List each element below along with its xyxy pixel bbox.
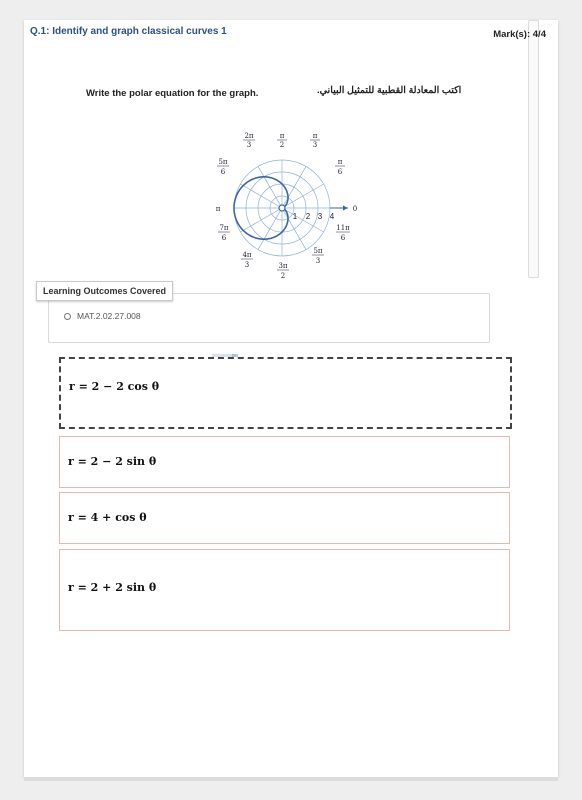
option-c-answer[interactable]: [59, 492, 510, 544]
angle-label-pi-3: [310, 132, 320, 149]
mark-label: Mark(s): 4/4: [493, 29, 546, 40]
learning-outcome-code: MAT.2.02.27.008: [77, 311, 141, 321]
angle-label-4pi-3: [241, 251, 253, 269]
svg-text:3: 3: [312, 141, 318, 149]
svg-text:6: 6: [340, 234, 346, 242]
svg-text:π: π: [312, 132, 318, 140]
option-d-text: r = 2 + 2 sin θ: [68, 581, 157, 594]
option-d-answer[interactable]: [59, 549, 510, 631]
svg-text:11π: 11π: [336, 224, 350, 232]
option-a-answer[interactable]: [59, 357, 512, 429]
angle-label-2pi-3: [243, 132, 255, 149]
option-a-text: r = 2 − 2 cos θ: [69, 380, 160, 393]
option-b-text: r = 2 − 2 sin θ: [68, 455, 157, 468]
radial-label-4: 4: [329, 212, 335, 221]
svg-text:3: 3: [244, 261, 250, 269]
polar-graph: [190, 113, 358, 283]
svg-text:6: 6: [221, 234, 227, 242]
angle-label-pi-6: [335, 158, 345, 176]
svg-text:2: 2: [280, 272, 286, 280]
svg-text:5π: 5π: [218, 158, 228, 166]
svg-text:3: 3: [315, 257, 321, 265]
angle-label-5pi-6: [217, 158, 229, 176]
angle-label-pi: π: [215, 205, 221, 213]
svg-text:2: 2: [279, 141, 285, 149]
svg-text:π: π: [337, 158, 343, 166]
prompt-arabic: اكتب المعادلة القطبية للتمثيل البياني.: [317, 85, 462, 96]
radial-label-1: 1: [292, 212, 298, 221]
svg-text:5π: 5π: [313, 247, 323, 255]
angle-label-11pi-6: [336, 224, 350, 242]
svg-text:π: π: [279, 132, 285, 140]
radial-label-3: 3: [317, 212, 323, 221]
angle-label-5pi-3: [312, 247, 324, 265]
axis-arrow-icon: [343, 206, 348, 211]
option-c-text: r = 4 + cos θ: [68, 511, 147, 524]
scrollbar[interactable]: [528, 20, 539, 278]
svg-text:6: 6: [220, 168, 226, 176]
svg-text:6: 6: [337, 168, 343, 176]
prompt-english: Write the polar equation for the graph.: [86, 88, 259, 99]
bullet-icon: [64, 313, 71, 320]
option-b-answer[interactable]: [59, 436, 510, 488]
pole-point: [279, 205, 285, 211]
svg-text:7π: 7π: [219, 224, 229, 232]
svg-text:4π: 4π: [242, 251, 252, 259]
angle-label-3pi-2: [277, 262, 289, 280]
radial-label-2: 2: [305, 212, 311, 221]
angle-label-0: 0: [352, 205, 358, 213]
question-title: Q.1: Identify and graph classical curves 1: [30, 26, 227, 37]
angle-label-pi-2: [277, 132, 287, 149]
svg-text:3: 3: [246, 141, 252, 149]
page-bottom-edge: [24, 777, 558, 781]
svg-text:2π: 2π: [244, 132, 254, 140]
angle-label-7pi-6: [218, 224, 230, 242]
learning-outcome-item: [64, 311, 141, 321]
learning-outcomes-header: Learning Outcomes Covered: [36, 281, 173, 301]
svg-text:3π: 3π: [278, 262, 288, 270]
